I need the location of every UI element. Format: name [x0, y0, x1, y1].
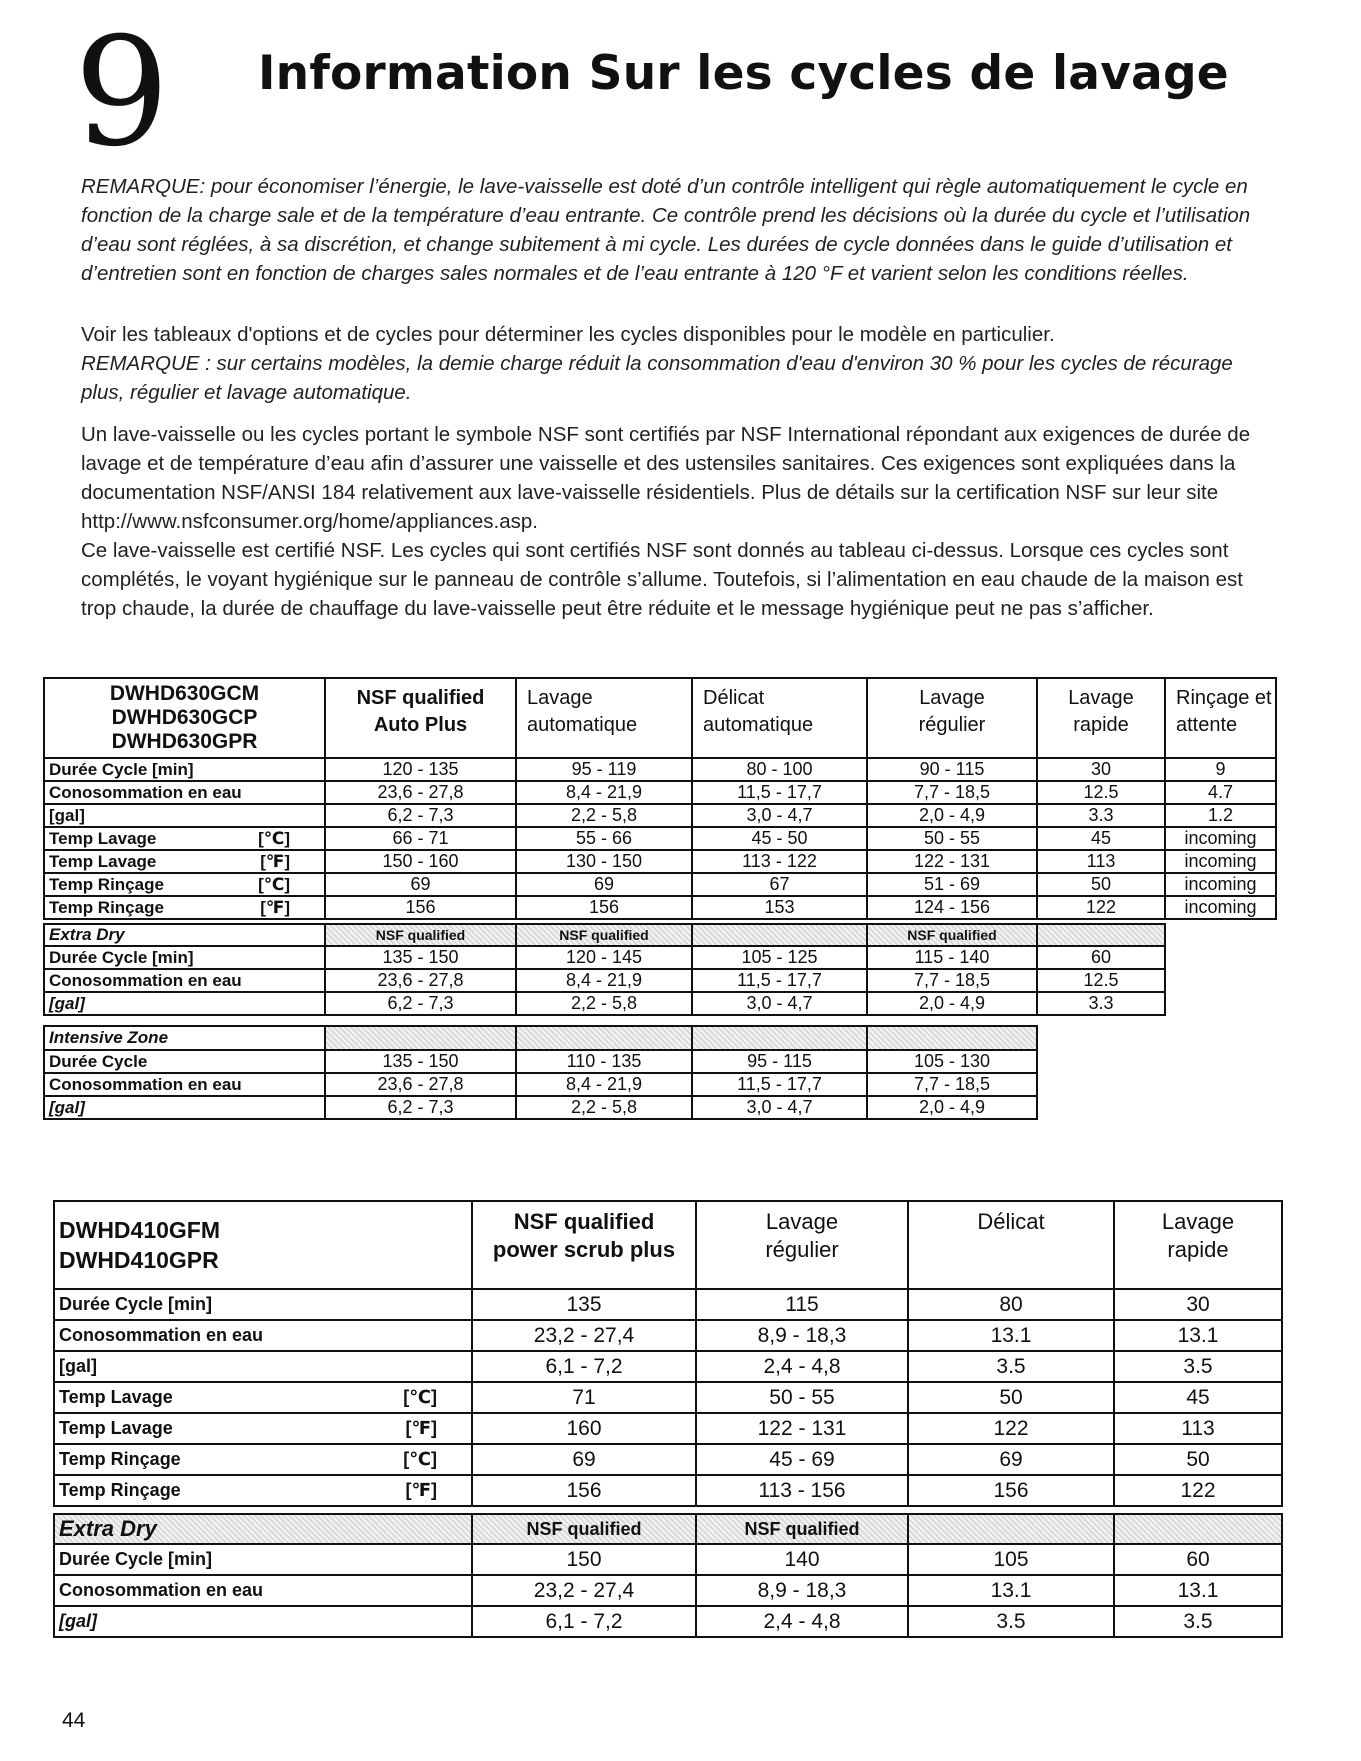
- cycle-header-line2: attente: [1176, 714, 1238, 736]
- cycle-header-line1: Lavage: [527, 687, 593, 709]
- table-row: [54, 1575, 1282, 1606]
- table-cell: 11,5 - 17,7: [692, 969, 867, 992]
- table-cell: 113: [1037, 850, 1165, 873]
- table-cell: 23,2 - 27,4: [472, 1320, 696, 1351]
- table-cell: 113: [1114, 1413, 1282, 1444]
- cycle-header-line2: automatique: [527, 714, 638, 736]
- table-row: [44, 992, 1276, 1015]
- model-name: DWHD410GFM: [59, 1217, 221, 1243]
- empty-cell: [1165, 1073, 1276, 1096]
- table-cell: 150: [472, 1544, 696, 1575]
- table-cell: 122: [1114, 1475, 1282, 1506]
- table-cell: 50 - 55: [696, 1382, 908, 1413]
- table-cell: 13.1: [1114, 1575, 1282, 1606]
- table-row: [44, 850, 1276, 873]
- row-label-text: Temp Lavage: [59, 1418, 173, 1438]
- nsf-badge-cell: NSF qualified: [867, 924, 1037, 946]
- table-row: [44, 827, 1276, 850]
- row-label-text: Temp Rinçage: [59, 1449, 181, 1469]
- table-cell: 8,9 - 18,3: [696, 1320, 908, 1351]
- cycle-table-dwhd410: [53, 1200, 1283, 1638]
- table-cell: 45 - 69: [696, 1444, 908, 1475]
- row-label: Conosommation en eau: [44, 969, 325, 992]
- nsf-badge-cell: NSF qualified: [325, 924, 516, 946]
- row-label-text: Temp Lavage: [59, 1387, 173, 1407]
- model-name: DWHD630GCM: [109, 682, 260, 705]
- cycle-header-line2: rapide: [1167, 1237, 1229, 1262]
- row-unit: [℃]: [258, 828, 290, 848]
- cycle-header: [516, 678, 692, 758]
- table-cell: 2,4 - 4,8: [696, 1351, 908, 1382]
- table-cell: 1.2: [1165, 804, 1276, 827]
- row-label: [54, 1351, 472, 1382]
- table-cell: 13.1: [908, 1320, 1114, 1351]
- nsf-badge-cell: NSF qualified: [472, 1514, 696, 1544]
- cycle-header: [472, 1201, 696, 1289]
- cycle-header-line1: Lavage: [1068, 687, 1134, 709]
- table-row: [44, 758, 1276, 781]
- table-gap: [44, 1015, 1276, 1026]
- table-cell: incoming: [1165, 850, 1276, 873]
- table-cell: 69: [908, 1444, 1114, 1475]
- table-cell: 69: [516, 873, 692, 896]
- table-cell: 6,2 - 7,3: [325, 992, 516, 1015]
- table-row: [44, 873, 1276, 896]
- table-cell: 95 - 115: [692, 1050, 867, 1073]
- table-cell: incoming: [1165, 873, 1276, 896]
- table-cell: 2,2 - 5,8: [516, 992, 692, 1015]
- table-cell: 3,0 - 4,7: [692, 1096, 867, 1119]
- cycle-header-line2: Auto Plus: [373, 714, 468, 736]
- section-title: Intensive Zone: [44, 1026, 325, 1050]
- table-cell: 122: [1037, 896, 1165, 919]
- table-cell: 115 - 140: [867, 946, 1037, 969]
- table-gap: [54, 1506, 1282, 1514]
- page-number: 44: [62, 1709, 86, 1732]
- table-cell: 60: [1114, 1544, 1282, 1575]
- table-cell: 12.5: [1037, 969, 1165, 992]
- table-row: [54, 1544, 1282, 1575]
- cycle-header-line1: NSF qualified: [356, 687, 485, 709]
- table-row: [54, 1289, 1282, 1320]
- table-row: [44, 896, 1276, 919]
- table-cell: 69: [472, 1444, 696, 1475]
- table-cell: 135 - 150: [325, 1050, 516, 1073]
- table-cell: 60: [1037, 946, 1165, 969]
- table-cell: 122 - 131: [867, 850, 1037, 873]
- table-cell: 105 - 130: [867, 1050, 1037, 1073]
- section-title: Extra Dry: [54, 1514, 472, 1544]
- table-cell: incoming: [1165, 827, 1276, 850]
- table-header-row: [44, 678, 1276, 758]
- table-cell: 45 - 50: [692, 827, 867, 850]
- row-label: Conosommation en eau: [44, 1073, 325, 1096]
- nsf-badge-cell: NSF qualified: [696, 1514, 908, 1544]
- row-label-text: Durée Cycle [min]: [59, 1294, 213, 1314]
- row-label: [44, 758, 325, 781]
- cycle-header-line2: automatique: [703, 714, 814, 736]
- row-label: Durée Cycle [min]: [44, 946, 325, 969]
- cycle-header: [325, 678, 516, 758]
- nsf-badge-cell: [692, 924, 867, 946]
- table-cell: 135 - 150: [325, 946, 516, 969]
- voir-tableaux: Voir les tableaux d'options et de cycles pour déterminer les cycles disponibles pour le modèle en particulier.: [81, 323, 1055, 346]
- empty-cell: [1165, 1050, 1276, 1073]
- row-label: [44, 827, 325, 850]
- table-cell: 95 - 119: [516, 758, 692, 781]
- row-label-text: Temp Rinçage: [49, 897, 164, 917]
- empty-cell: [1165, 1096, 1276, 1119]
- table-cell: 50 - 55: [867, 827, 1037, 850]
- table-row: [54, 1413, 1282, 1444]
- cycle-header: [692, 678, 867, 758]
- table-cell: 11,5 - 17,7: [692, 1073, 867, 1096]
- empty-cell: [1165, 946, 1276, 969]
- table-cell: 23,6 - 27,8: [325, 781, 516, 804]
- table-cell: 50: [908, 1382, 1114, 1413]
- row-label: [54, 1320, 472, 1351]
- table-row: [54, 1382, 1282, 1413]
- row-unit: [℉]: [405, 1480, 437, 1500]
- nsf-certification-info: Un lave-vaisselle ou les cycles portant le symbole NSF sont certifiés par NSF International répondant aux exigences de durée de lavage et de température d’eau afin d’assurer une vaisselle et des ustensiles sanitaires. Ces exigences sont expliquées dans la documentation NSF/ANSI 184 relativement aux lave-vaisselle résidentiels. Plus de détails sur la certification NSF sur leur site http://www.nsfconsumer.org/home/appliances.asp.: [81, 423, 1251, 533]
- table-cell: 113 - 156: [696, 1475, 908, 1506]
- nsf-badge-cell: [1037, 924, 1165, 946]
- row-label: [44, 873, 325, 896]
- table-row: [44, 969, 1276, 992]
- empty-cell: [1165, 969, 1276, 992]
- table-cell: incoming: [1165, 896, 1276, 919]
- table-cell: 2,0 - 4,9: [867, 804, 1037, 827]
- empty-cell: [1037, 1073, 1165, 1096]
- table-cell: 156: [325, 896, 516, 919]
- row-label: [54, 1289, 472, 1320]
- nsf-badge-cell: [516, 1026, 692, 1050]
- cycle-header-line2: régulier: [918, 714, 986, 736]
- page-title: Information Sur les cycles de lavage: [258, 46, 1229, 101]
- table-cell: 130 - 150: [516, 850, 692, 873]
- table-cell: 6,1 - 7,2: [472, 1606, 696, 1637]
- row-label: [gal]: [44, 1096, 325, 1119]
- table-cell: 30: [1037, 758, 1165, 781]
- table-cell: 3,0 - 4,7: [692, 804, 867, 827]
- nsf-badge-cell: [692, 1026, 867, 1050]
- row-label: [44, 850, 325, 873]
- table-cell: 7,7 - 18,5: [867, 781, 1037, 804]
- row-unit: [℉]: [260, 851, 290, 871]
- table-cell: 2,2 - 5,8: [516, 1096, 692, 1119]
- cycle-header-line1: Lavage: [765, 1209, 839, 1234]
- row-unit: [℃]: [403, 1387, 437, 1407]
- nsf-badge-cell: [867, 1026, 1037, 1050]
- row-label-text: Conosommation en eau: [49, 782, 242, 802]
- table-cell: 6,1 - 7,2: [472, 1351, 696, 1382]
- table-cell: 13.1: [908, 1575, 1114, 1606]
- table-cell: 140: [696, 1544, 908, 1575]
- table-cell: 160: [472, 1413, 696, 1444]
- table-cell: 6,2 - 7,3: [325, 1096, 516, 1119]
- table-cell: 135: [472, 1289, 696, 1320]
- chapter-number: 9: [74, 6, 170, 180]
- table-cell: 50: [1114, 1444, 1282, 1475]
- table-cell: 50: [1037, 873, 1165, 896]
- model-name: DWHD630GCP: [111, 706, 258, 729]
- table-row: [44, 1073, 1276, 1096]
- empty-cell: [1037, 1026, 1165, 1050]
- cycle-header-line2: rapide: [1073, 714, 1129, 736]
- row-label-text: [gal]: [49, 805, 85, 825]
- cycle-header-line2: régulier: [765, 1237, 839, 1262]
- table-cell: 8,4 - 21,9: [516, 1073, 692, 1096]
- cycle-header-line1: Lavage: [1161, 1209, 1235, 1234]
- table-row: [54, 1606, 1282, 1637]
- row-label: [54, 1475, 472, 1506]
- row-label: [54, 1382, 472, 1413]
- row-label: Durée Cycle: [44, 1050, 325, 1073]
- cycle-header-line1: Lavage: [919, 687, 985, 709]
- section-title: Extra Dry: [44, 924, 325, 946]
- row-label: [44, 804, 325, 827]
- table-cell: 3.5: [908, 1351, 1114, 1382]
- row-label-text: Conosommation en eau: [59, 1325, 264, 1345]
- table-cell: 13.1: [1114, 1320, 1282, 1351]
- table-cell: 23,2 - 27,4: [472, 1575, 696, 1606]
- row-label-text: Temp Lavage: [49, 828, 157, 848]
- empty-cell: [1037, 1050, 1165, 1073]
- table-cell: 8,4 - 21,9: [516, 781, 692, 804]
- table-cell: 2,4 - 4,8: [696, 1606, 908, 1637]
- table-cell: 115: [696, 1289, 908, 1320]
- row-label: Durée Cycle [min]: [54, 1544, 472, 1575]
- table-row: [44, 946, 1276, 969]
- nsf-badge-cell: [325, 1026, 516, 1050]
- table-cell: 66 - 71: [325, 827, 516, 850]
- table-cell: 23,6 - 27,8: [325, 969, 516, 992]
- cycle-header: [1165, 678, 1276, 758]
- table-cell: 113 - 122: [692, 850, 867, 873]
- table-cell: 45: [1114, 1382, 1282, 1413]
- table-row: [44, 1096, 1276, 1119]
- table-cell: 105 - 125: [692, 946, 867, 969]
- table-cell: 7,7 - 18,5: [867, 1073, 1037, 1096]
- table-header-row: [54, 1201, 1282, 1289]
- table-row: [54, 1475, 1282, 1506]
- table-cell: 90 - 115: [867, 758, 1037, 781]
- cycle-header-line1: Délicat: [977, 1209, 1045, 1234]
- table-cell: 2,0 - 4,9: [867, 992, 1037, 1015]
- empty-cell: [1165, 1026, 1276, 1050]
- table-cell: 71: [472, 1382, 696, 1413]
- table-cell: 11,5 - 17,7: [692, 781, 867, 804]
- table-cell: 8,9 - 18,3: [696, 1575, 908, 1606]
- table-cell: 122: [908, 1413, 1114, 1444]
- nsf-badge-cell: NSF qualified: [516, 924, 692, 946]
- table-cell: 6,2 - 7,3: [325, 804, 516, 827]
- table-cell: 30: [1114, 1289, 1282, 1320]
- cycle-table-dwhd630: [43, 677, 1277, 1120]
- table-cell: 120 - 145: [516, 946, 692, 969]
- table-row: [54, 1444, 1282, 1475]
- table-cell: 45: [1037, 827, 1165, 850]
- cycle-header-line2: power scrub plus: [492, 1237, 676, 1262]
- table-cell: 120 - 135: [325, 758, 516, 781]
- table-cell: 3.3: [1037, 804, 1165, 827]
- row-label-text: [gal]: [59, 1356, 97, 1376]
- row-unit: [℉]: [405, 1418, 437, 1438]
- row-label: [44, 781, 325, 804]
- cycle-header: [1114, 1201, 1282, 1289]
- remarque-demie-charge: REMARQUE : sur certains modèles, la demie charge réduit la consommation d'eau d'environ 30 % pour les cycles de récurage plus, régulier et lavage automatique.: [81, 352, 1233, 404]
- row-label: [44, 896, 325, 919]
- row-label-text: Temp Lavage: [49, 851, 157, 871]
- cycle-header: [696, 1201, 908, 1289]
- cycle-header: [908, 1201, 1114, 1289]
- table-cell: 3.5: [1114, 1606, 1282, 1637]
- model-list-cell: [44, 678, 325, 758]
- table-cell: 2,2 - 5,8: [516, 804, 692, 827]
- table-cell: 80: [908, 1289, 1114, 1320]
- table-cell: 12.5: [1037, 781, 1165, 804]
- table-cell: 105: [908, 1544, 1114, 1575]
- table-cell: 3,0 - 4,7: [692, 992, 867, 1015]
- table-cell: 3.5: [908, 1606, 1114, 1637]
- row-label: [54, 1413, 472, 1444]
- cycle-header-line1: NSF qualified: [513, 1209, 655, 1234]
- model-name: DWHD630GPR: [111, 730, 258, 753]
- row-label-text: Durée Cycle [min]: [49, 759, 194, 779]
- model-list-cell: [54, 1201, 472, 1289]
- table-cell: 3.3: [1037, 992, 1165, 1015]
- row-label: [gal]: [44, 992, 325, 1015]
- row-label: [gal]: [54, 1606, 472, 1637]
- table-cell: 150 - 160: [325, 850, 516, 873]
- table-row: [44, 1050, 1276, 1073]
- cycle-header: [867, 678, 1037, 758]
- cycle-header-line1: Délicat: [703, 687, 765, 709]
- table-row: [44, 804, 1276, 827]
- empty-cell: [1165, 992, 1276, 1015]
- nsf-badge-cell: [1114, 1514, 1282, 1544]
- remarque-energie: REMARQUE: pour économiser l’énergie, le lave-vaisselle est doté d’un contrôle intelligent qui règle automatiquement le cycle en fonction de la charge sale et de la température d’eau entrante. Ce contrôle prend les décisions où la durée du cycle et l’utilisation d’eau sont réglées, à sa discrétion, et change subitement à mi cycle. Les durées de cycle données dans le guide d’utilisation et d’entretien sont en fonction de charges sales normales et de l’eau entrante à 120 °F et varient selon les conditions réelles.: [81, 175, 1251, 285]
- table-row: [44, 781, 1276, 804]
- extra_dry-title-row: [54, 1514, 1282, 1544]
- cycle-header: [1037, 678, 1165, 758]
- model-name: DWHD410GPR: [59, 1247, 219, 1273]
- cycle-header-line1: Rinçage et: [1176, 687, 1272, 709]
- table-cell: 80 - 100: [692, 758, 867, 781]
- empty-cell: [1165, 924, 1276, 946]
- table-cell: 122 - 131: [696, 1413, 908, 1444]
- row-unit: [℃]: [403, 1449, 437, 1469]
- table-cell: 124 - 156: [867, 896, 1037, 919]
- table-cell: 23,6 - 27,8: [325, 1073, 516, 1096]
- table-cell: 55 - 66: [516, 827, 692, 850]
- table-row: [54, 1320, 1282, 1351]
- empty-cell: [1037, 1096, 1165, 1119]
- table-cell: 156: [516, 896, 692, 919]
- table-cell: 67: [692, 873, 867, 896]
- table-cell: 3.5: [1114, 1351, 1282, 1382]
- row-unit: [℉]: [260, 897, 290, 917]
- table-cell: 8,4 - 21,9: [516, 969, 692, 992]
- row-label: [54, 1444, 472, 1475]
- row-label-text: Temp Rinçage: [59, 1480, 181, 1500]
- table-cell: 7,7 - 18,5: [867, 969, 1037, 992]
- table-cell: 110 - 135: [516, 1050, 692, 1073]
- table-cell: 69: [325, 873, 516, 896]
- row-unit: [℃]: [258, 874, 290, 894]
- row-label: Conosommation en eau: [54, 1575, 472, 1606]
- table-cell: 9: [1165, 758, 1276, 781]
- table-row: [54, 1351, 1282, 1382]
- extra_dry-title-row: [44, 924, 1276, 946]
- table-cell: 156: [472, 1475, 696, 1506]
- table-cell: 2,0 - 4,9: [867, 1096, 1037, 1119]
- table-cell: 51 - 69: [867, 873, 1037, 896]
- row-label-text: Temp Rinçage: [49, 874, 164, 894]
- table-cell: 153: [692, 896, 867, 919]
- nsf-badge-cell: [908, 1514, 1114, 1544]
- table-cell: 156: [908, 1475, 1114, 1506]
- nsf-hygienique-info: Ce lave-vaisselle est certifié NSF. Les cycles qui sont certifiés NSF sont donnés au tableau ci-dessus. Lorsque ces cycles sont complétés, le voyant hygiénique sur le panneau de contrôle s’allume. Toutefois, si l’alimentation en eau chaude de la maison est trop chaude, la durée de chauffage du lave-vaisselle peut être réduite et le message hygiénique peut ne pas s’afficher.: [81, 539, 1244, 620]
- intensive-title-row: [44, 1026, 1276, 1050]
- table-cell: 4.7: [1165, 781, 1276, 804]
